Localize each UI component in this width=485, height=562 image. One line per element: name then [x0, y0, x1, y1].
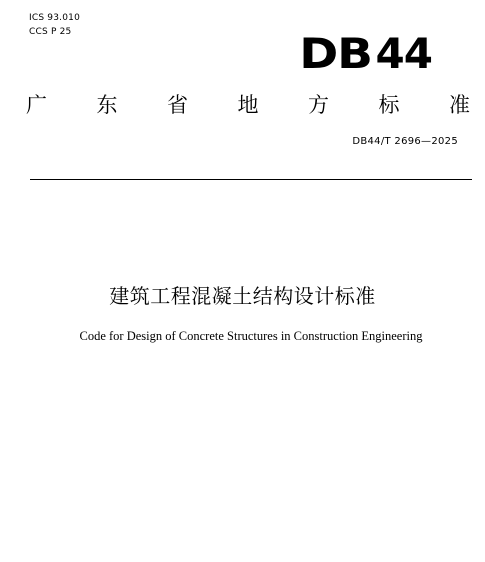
db-standard-logo — [298, 29, 432, 78]
db-logo-prefix: DB — [298, 29, 372, 78]
standard-code: DB44/T 2696—2025 — [352, 136, 458, 147]
standard-type-char: 地 — [237, 93, 259, 117]
standard-type-char: 省 — [167, 93, 188, 117]
standard-type-char: 广 — [26, 93, 47, 117]
document-title-english: Code for Design of Concrete Structures in Construction Engineering — [79, 329, 423, 343]
ics-number: ICS 93.010 — [29, 13, 81, 23]
header-divider — [30, 179, 472, 180]
document-title-chinese: 建筑工程混凝土结构设计标准 — [109, 284, 376, 308]
standard-type-char: 准 — [449, 93, 470, 117]
standard-type-heading — [26, 92, 470, 118]
db-logo-number: 44 — [375, 29, 432, 78]
ccs-number: CCS P 25 — [29, 27, 72, 37]
standard-type-char: 东 — [96, 93, 118, 117]
standard-type-char: 标 — [378, 93, 400, 117]
standard-type-char: 方 — [308, 93, 329, 117]
